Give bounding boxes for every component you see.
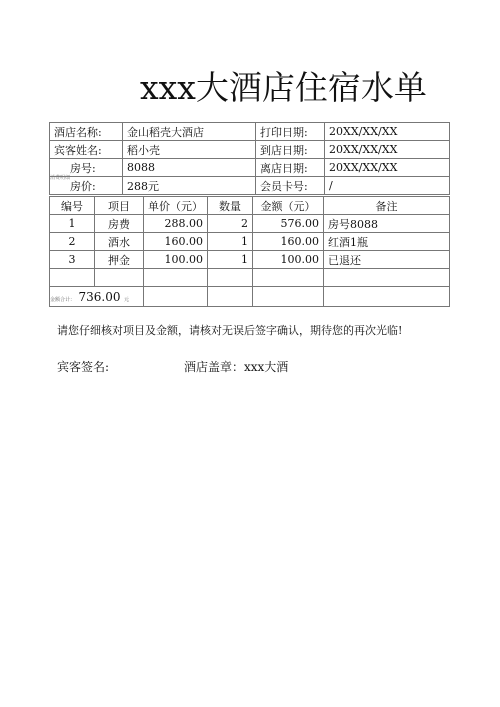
empty-cell bbox=[95, 269, 144, 287]
hotel-name-value: 金山稻壳大酒店 bbox=[123, 123, 256, 141]
confirmation-notice: 请您仔细核对项目及金额，请核对无误后签字确认，期待您的再次光临! bbox=[57, 324, 403, 337]
empty-cell bbox=[253, 269, 324, 287]
room-number-value: 8088 bbox=[123, 159, 256, 177]
info-row bbox=[50, 123, 450, 141]
guest-name-value: 稻小壳 bbox=[123, 141, 256, 159]
room-number-label-text: 房号: bbox=[70, 161, 96, 175]
print-date-label: 打印日期: bbox=[256, 123, 325, 141]
row-amount: 576.00 bbox=[253, 215, 324, 233]
row-amount: 100.00 bbox=[253, 251, 324, 269]
page-title: xxx大酒店住宿水单 bbox=[140, 68, 427, 107]
arrival-date-label: 到店日期: bbox=[256, 141, 325, 159]
info-row bbox=[50, 141, 450, 159]
row-remark: 红酒1瓶 bbox=[324, 233, 450, 251]
row-item: 押金 bbox=[95, 251, 144, 269]
row-item: 房费 bbox=[95, 215, 144, 233]
table-row bbox=[50, 251, 450, 269]
hotel-name-label: 酒店名称: bbox=[50, 123, 123, 141]
member-card-value: / bbox=[325, 177, 450, 195]
row-remark: 已退还 bbox=[324, 251, 450, 269]
row-price: 160.00 bbox=[144, 233, 208, 251]
total-amount: 736.00 bbox=[78, 289, 121, 304]
row-no: 3 bbox=[50, 251, 95, 269]
empty-cell bbox=[208, 287, 253, 307]
hotel-stamp-label: 酒店盖章：xxx大酒 bbox=[184, 360, 289, 374]
row-qty: 2 bbox=[208, 215, 253, 233]
col-header-amount: 金额（元） bbox=[253, 197, 324, 215]
guest-info-table bbox=[49, 122, 450, 195]
detail-small-label: 消费明细 bbox=[50, 175, 71, 181]
row-no: 1 bbox=[50, 215, 95, 233]
member-card-label: 会员卡号: bbox=[256, 177, 325, 195]
total-row bbox=[50, 287, 450, 307]
table-row bbox=[50, 215, 450, 233]
info-row bbox=[50, 177, 450, 195]
total-label: 金额合计： bbox=[50, 296, 76, 303]
departure-date-label: 离店日期: bbox=[256, 159, 325, 177]
empty-cell bbox=[50, 269, 95, 287]
row-item: 酒水 bbox=[95, 233, 144, 251]
empty-cell bbox=[324, 287, 450, 307]
row-qty: 1 bbox=[208, 233, 253, 251]
total-cell bbox=[50, 287, 144, 307]
empty-cell bbox=[208, 269, 253, 287]
row-price: 100.00 bbox=[144, 251, 208, 269]
empty-cell bbox=[144, 269, 208, 287]
col-header-price: 单价（元） bbox=[144, 197, 208, 215]
row-price: 288.00 bbox=[144, 215, 208, 233]
table-row-empty bbox=[50, 269, 450, 287]
row-amount: 160.00 bbox=[253, 233, 324, 251]
col-header-qty: 数量 bbox=[208, 197, 253, 215]
guest-signature-label: 宾客签名: bbox=[57, 360, 110, 374]
room-rate-label: 房价: bbox=[50, 177, 123, 195]
col-header-item: 项目 bbox=[95, 197, 144, 215]
empty-cell bbox=[144, 287, 208, 307]
table-row bbox=[50, 233, 450, 251]
row-remark: 房号8088 bbox=[324, 215, 450, 233]
total-unit: 元 bbox=[124, 296, 130, 303]
arrival-date-value: 20XX/XX/XX bbox=[325, 141, 450, 159]
row-no: 2 bbox=[50, 233, 95, 251]
room-number-label bbox=[50, 159, 123, 181]
info-row bbox=[50, 159, 450, 177]
col-header-remark: 备注 bbox=[324, 197, 450, 215]
col-header-no: 编号 bbox=[50, 197, 95, 215]
room-rate-value: 288元 bbox=[123, 177, 256, 195]
empty-cell bbox=[324, 269, 450, 287]
guest-name-label: 宾客姓名: bbox=[50, 141, 123, 159]
departure-date-value: 20XX/XX/XX bbox=[325, 159, 450, 177]
print-date-value: 20XX/XX/XX bbox=[325, 123, 450, 141]
row-qty: 1 bbox=[208, 251, 253, 269]
empty-cell bbox=[253, 287, 324, 307]
table-header-row bbox=[50, 197, 450, 215]
items-table bbox=[49, 196, 450, 307]
